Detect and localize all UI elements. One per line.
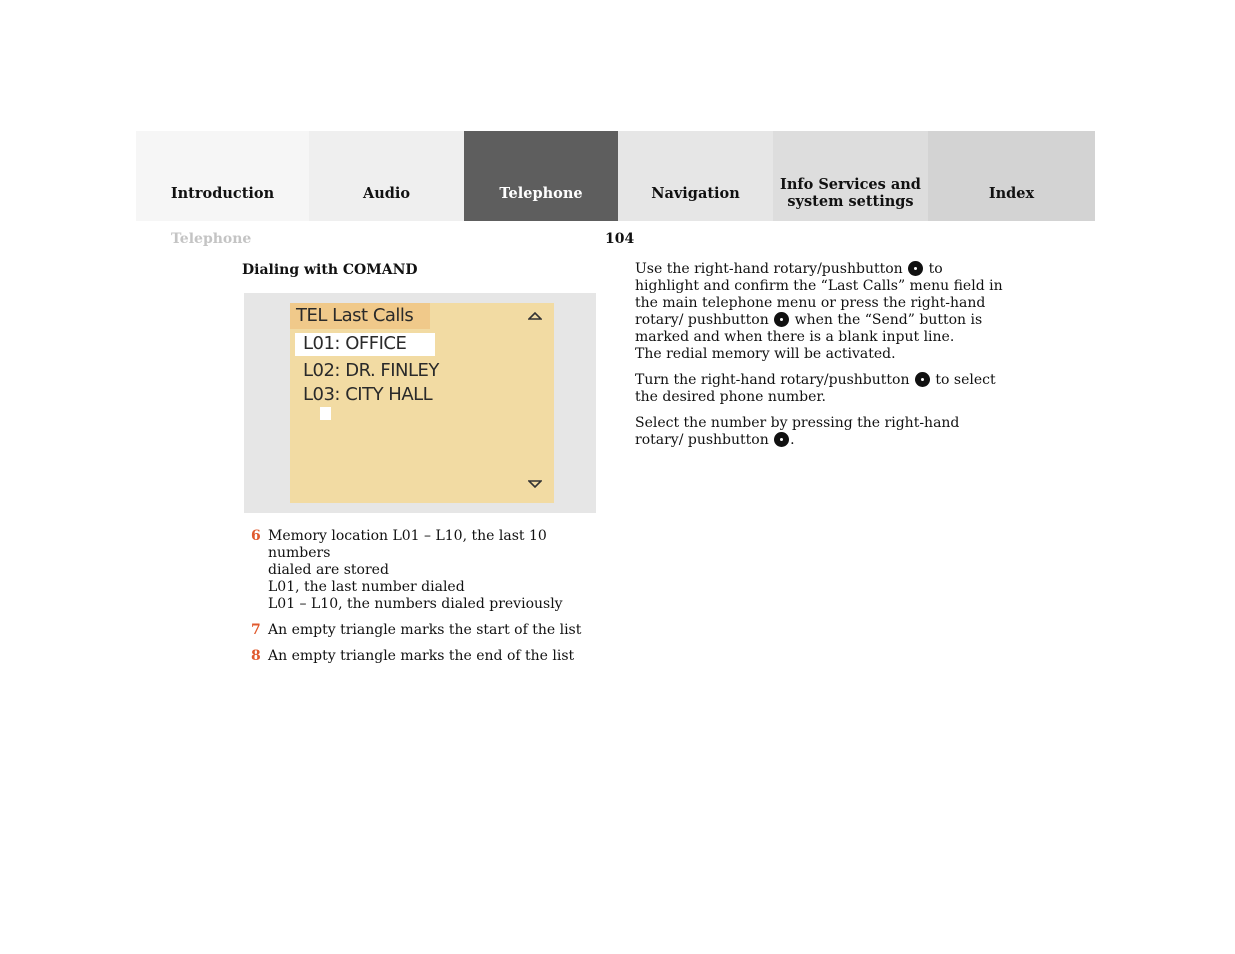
section-name: Telephone xyxy=(171,231,252,247)
tab-telephone[interactable]: Telephone xyxy=(464,131,618,221)
tab-introduction[interactable]: Introduction xyxy=(136,131,309,221)
page-heading: Dialing with COMAND xyxy=(242,262,418,278)
triangle-down-icon xyxy=(528,479,542,489)
legend-text: Memory location L01 – L10, the last 10 numbers dialed are stored L01, the last number dialed L01 – L10, the numbers dialed previously xyxy=(268,528,563,612)
list-item: L02: DR. FINLEY xyxy=(303,360,439,381)
list-item-selected: L01: OFFICE xyxy=(295,333,435,356)
instruction-paragraph xyxy=(635,415,1005,449)
triangle-up-icon xyxy=(528,311,542,321)
legend-item xyxy=(251,648,596,665)
rotary-pushbutton-icon xyxy=(915,372,930,387)
instruction-text: Select the number by pressing the right-hand rotary/ pushbutton xyxy=(635,415,960,448)
tab-navigation[interactable]: Navigation xyxy=(618,131,773,221)
legend-list xyxy=(251,528,596,674)
legend-number: 8 xyxy=(251,648,261,664)
legend-text: An empty triangle marks the end of the list xyxy=(268,648,575,664)
rotary-pushbutton-icon xyxy=(908,261,923,276)
input-cursor xyxy=(320,407,331,420)
display-title: TEL Last Calls xyxy=(290,303,430,329)
rotary-pushbutton-icon xyxy=(774,312,789,327)
instruction-text: to select the desired phone number. xyxy=(635,372,996,405)
chapter-tabs xyxy=(136,131,1095,221)
tab-audio[interactable]: Audio xyxy=(309,131,464,221)
instructions xyxy=(635,261,1005,458)
rotary-pushbutton-icon xyxy=(774,432,789,447)
legend-number: 7 xyxy=(251,622,261,638)
instruction-text: . xyxy=(790,432,795,448)
legend-text: An empty triangle marks the start of the list xyxy=(268,622,582,638)
legend-item xyxy=(251,528,596,613)
instruction-text: The redial memory will be activated. xyxy=(635,346,896,362)
instruction-paragraph xyxy=(635,372,1005,406)
tab-info-services[interactable]: Info Services and system settings xyxy=(773,131,928,221)
instruction-text: Use the right-hand rotary/pushbutton xyxy=(635,261,903,277)
list-item: L03: CITY HALL xyxy=(303,384,433,405)
instruction-text: when the “Send” button is marked and when there is a blank input line. xyxy=(635,312,983,345)
instruction-text: Turn the right-hand rotary/pushbutton xyxy=(635,372,910,388)
legend-item xyxy=(251,622,596,639)
instruction-text: to highlight and confirm the “Last Calls” menu field in the main telephone menu or press the right-hand rotary/ pushbutton xyxy=(635,261,1003,328)
comand-display xyxy=(290,303,554,503)
tab-index[interactable]: Index xyxy=(928,131,1095,221)
legend-number: 6 xyxy=(251,528,261,544)
instruction-paragraph xyxy=(635,261,1005,363)
page-number: 104 xyxy=(605,231,635,247)
